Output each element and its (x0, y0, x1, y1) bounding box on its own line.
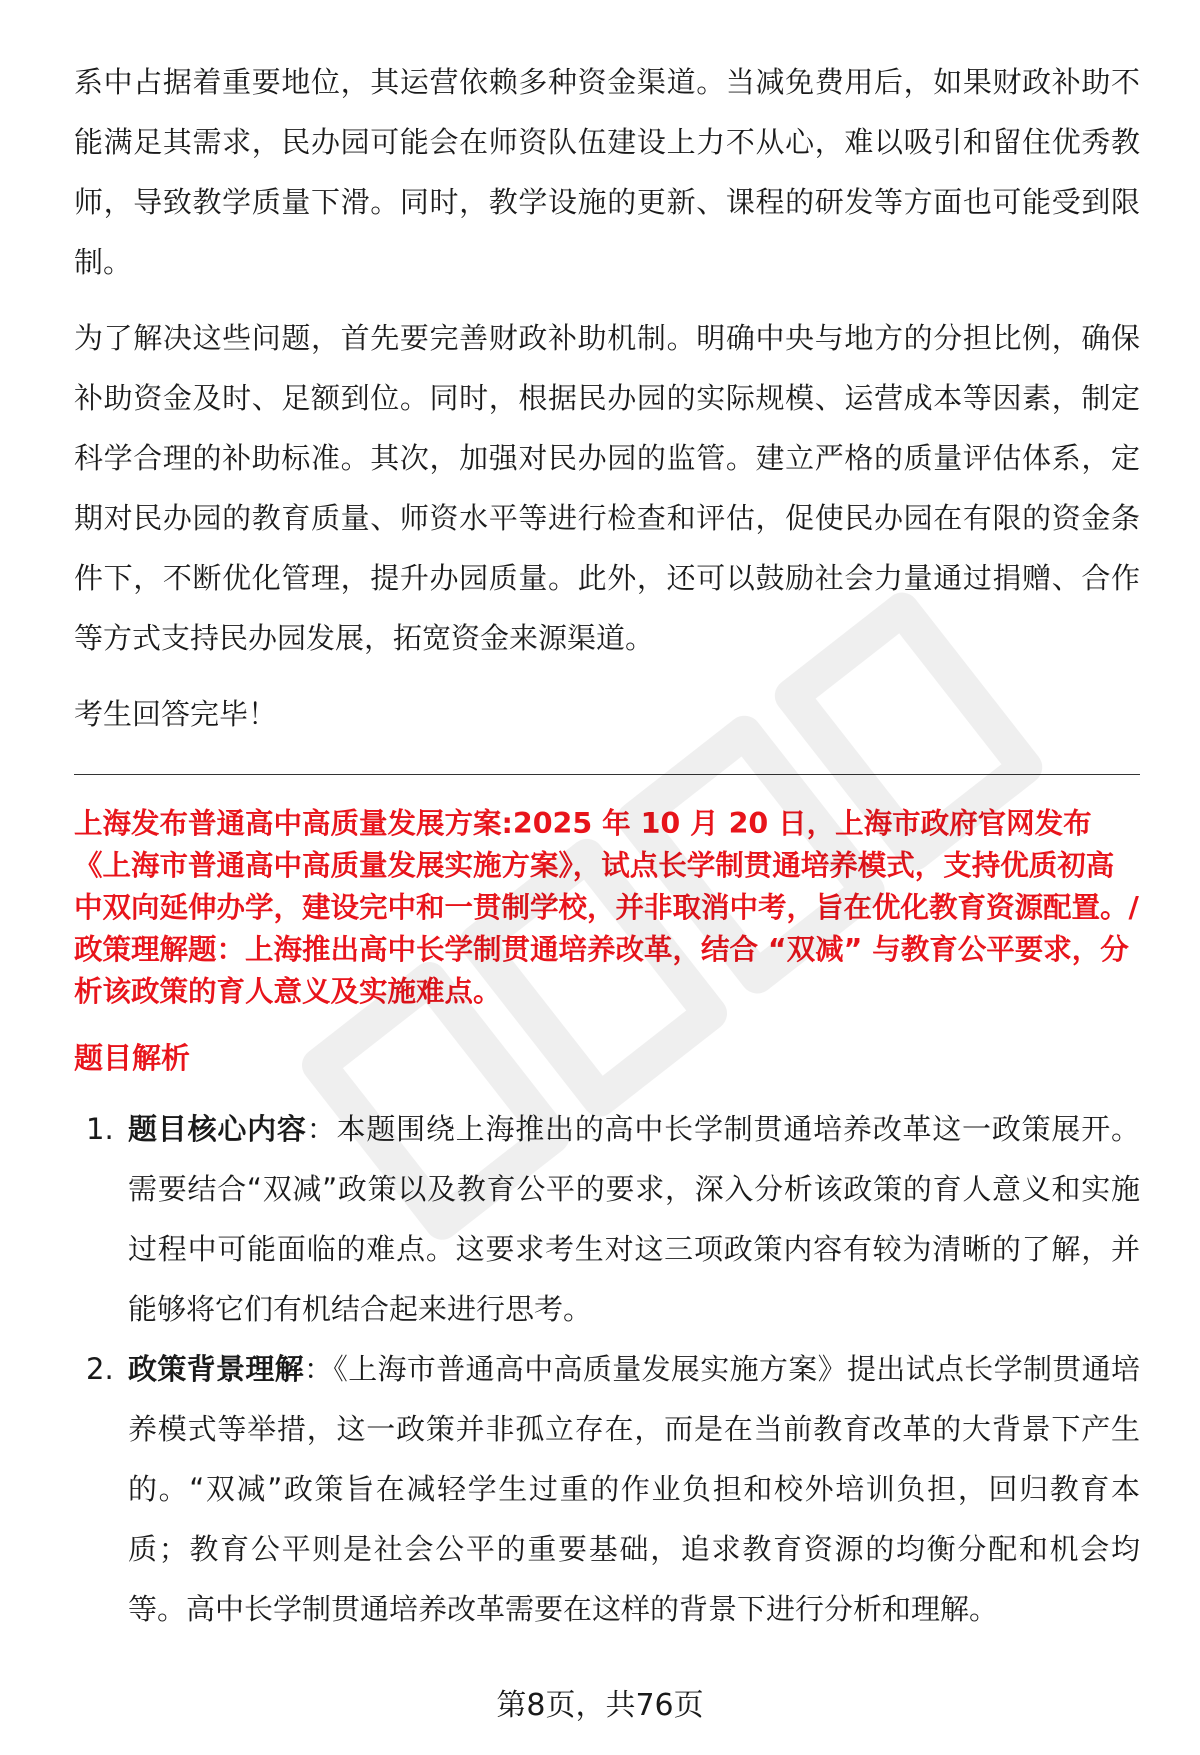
section-divider (74, 774, 1140, 775)
list-item-number: 1. (86, 1112, 114, 1146)
list-item-text: 《上海市普通高中高质量发展实施方案》提出试点长学制贯通培养模式等举措，这一政策并非孤立存在，而是在当前教育改革的大背景下产生的。“双减”政策旨在减轻学生过重的作业负担和校外培训负担，回归教育本质；教育公平则是社会公平的重要基础，追求教育资源的均衡分配和机会均等。高中长学制贯通培养改革需要在这样的背景下进行分析和理解。 (128, 1352, 1140, 1626)
page-footer: 第8页，共76页 (496, 1688, 704, 1723)
list-item-number: 2. (86, 1352, 114, 1386)
question-heading: 上海发布普通高中高质量发展方案:2025 年 10 月 20 日，上海市政府官网发布《上海市普通高中高质量发展实施方案》，试点长学制贯通培养模式，支持优质初高中双向延伸办学，建设完中和一贯制学校，并非取消中考，旨在优化教育资源配置。/政策理解题：上海推出高中长学制贯通培养改革，结合 “双减” 与教育公平要求，分析该政策的育人意义及实施难点。 (74, 807, 1139, 1008)
paragraph-1: 系中占据着重要地位，其运营依赖多种资金渠道。当减免费用后，如果财政补助不能满足其需求，民办园可能会在师资队伍建设上力不从心，难以吸引和留住优秀教师，导致教学质量下滑。同时，教学设施的更新、课程的研发等方面也可能受到限制。 (74, 65, 1140, 279)
list-item-text: 本题围绕上海推出的高中长学制贯通培养改革这一政策展开。需要结合“双减”政策以及教育公平的要求，深入分析该政策的育人意义和实施过程中可能面临的难点。这要求考生对这三项政策内容有较为清晰的了解，并能够将它们有机结合起来进行思考。 (128, 1112, 1140, 1326)
analysis-list (74, 1099, 1140, 1639)
paragraph-2: 为了解决这些问题，首先要完善财政补助机制。明确中央与地方的分担比例，确保补助资金及时、足额到位。同时，根据民办园的实际规模、运营成本等因素，制定科学合理的补助标准。其次，加强对民办园的监管。建立严格的质量评估体系，定期对民办园的教育质量、师资水平等进行检查和评估，促使民办园在有限的资金条件下，不断优化管理，提升办园质量。此外，还可以鼓励社会力量通过捐赠、合作等方式支持民办园发展，拓宽资金来源渠道。 (74, 321, 1140, 655)
list-item-title: 题目核心内容 (128, 1112, 307, 1146)
paragraph-answer-end: 考生回答完毕！ (74, 697, 278, 731)
document-page (74, 52, 1140, 1639)
list-item-separator: ： (306, 1112, 337, 1146)
list-item-title: 政策背景理解 (128, 1352, 305, 1386)
list-item (74, 1099, 1140, 1339)
list-item-separator: ： (304, 1352, 334, 1386)
section-title: 题目解析 (74, 1041, 191, 1075)
list-item (74, 1339, 1140, 1639)
